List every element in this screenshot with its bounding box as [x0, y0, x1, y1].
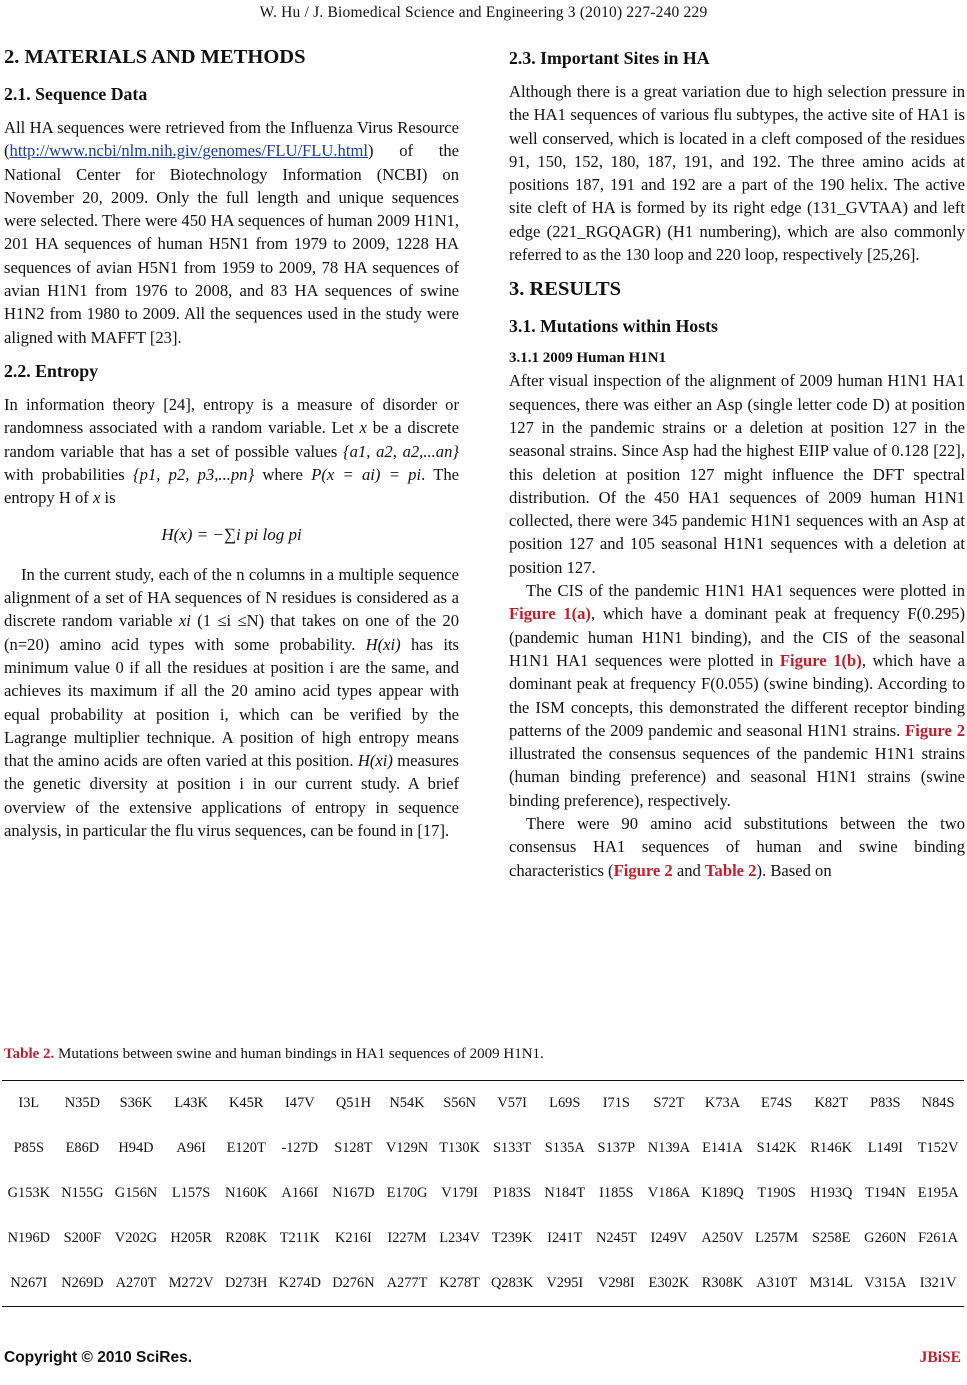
- text-run: where: [262, 464, 303, 484]
- mutation-cell: R308K: [701, 1275, 744, 1291]
- mutation-cell: V295I: [546, 1275, 584, 1291]
- section-3-1-1-paragraph-2: [509, 579, 965, 812]
- mutation-cell: E141A: [702, 1140, 743, 1156]
- mutation-cell: D276N: [332, 1275, 375, 1291]
- mutation-cell: T194N: [864, 1185, 906, 1201]
- text-run: has its minimum value 0 if all the residues at position i are the same, and achieves its maximum if all the 20 amino acid types appear with equal probability at position i, which can be verified by the Lagrange multiplier technique. A position of high entropy means that the amino acids are often varied at this position.: [4, 634, 460, 771]
- mutation-cell: N267I: [10, 1275, 48, 1291]
- mutation-cell: V315A: [864, 1275, 907, 1291]
- mutation-cell: Q283K: [490, 1275, 534, 1291]
- mutation-cell: I321V: [919, 1275, 957, 1291]
- mutation-cell: E195A: [917, 1185, 959, 1201]
- mutation-cell: G260N: [864, 1230, 907, 1246]
- mutation-cell: T190S: [757, 1185, 796, 1201]
- mutation-cell: I241T: [547, 1230, 583, 1246]
- text-run: In information theory [24], entropy is a measure of disorder or randomness associated with a random variable. Let: [4, 394, 459, 438]
- mutation-cell: G153K: [7, 1185, 50, 1201]
- text-run: measures the genetic diversity at position i in our current study. A brief overview of the extensive applications of entropy in sequence analysis, in particular the flu virus sequences, can be found in [17].: [4, 751, 459, 841]
- mutation-cell: N160K: [225, 1185, 268, 1201]
- mutation-cell: A310T: [756, 1275, 798, 1291]
- symbol-hxi: H(xi): [357, 751, 393, 771]
- table-row: [2, 1216, 964, 1261]
- mutation-cell: N35D: [64, 1095, 100, 1111]
- mutation-cell: S72T: [653, 1095, 685, 1111]
- mutation-cell: N54K: [389, 1095, 425, 1111]
- section-2-3-title: 2.3. Important Sites in HA: [509, 48, 710, 68]
- mutation-cell: N269D: [61, 1275, 104, 1291]
- text-run: and: [672, 860, 705, 880]
- mutation-cell: V298I: [597, 1275, 635, 1291]
- running-head: W. Hu / J. Biomedical Science and Engineering 3 (2010) 227-240 229: [259, 4, 708, 21]
- text-run: (1 ≤i ≤N) that takes on one of the 20 (n=20) amino acid types with some probability.: [4, 611, 460, 654]
- figure-1b-link[interactable]: Figure 1(b): [779, 650, 862, 670]
- mutation-cell: R208K: [225, 1230, 267, 1246]
- left-column: [4, 44, 459, 842]
- mutation-cell: L69S: [549, 1095, 581, 1111]
- mutation-cell: H94D: [118, 1140, 154, 1156]
- mutation-cell: K82T: [814, 1095, 849, 1111]
- mutation-cell: L149I: [867, 1140, 903, 1156]
- mutation-cell: I3L: [18, 1095, 40, 1111]
- mutation-cell: N155G: [61, 1185, 104, 1201]
- mutation-cell: R146K: [810, 1140, 853, 1156]
- journal-footer: JBiSE: [919, 1349, 961, 1366]
- figure-2-link[interactable]: Figure 2: [613, 860, 673, 880]
- mutation-cell: K189Q: [701, 1185, 744, 1201]
- text-run: is: [104, 488, 116, 508]
- mutation-cell: N84S: [921, 1095, 955, 1111]
- mutation-cell: P183S: [493, 1185, 531, 1201]
- copyright-footer: Copyright © 2010 SciRes.: [4, 1349, 193, 1366]
- table-caption: [4, 1046, 544, 1063]
- mutation-cell: I185S: [599, 1185, 634, 1201]
- mutation-cell: I71S: [602, 1095, 630, 1111]
- mutation-cell: T130K: [439, 1140, 480, 1156]
- mutation-cell: V186A: [647, 1185, 691, 1201]
- mutation-cell: F261A: [918, 1230, 959, 1246]
- mutation-cell: L234V: [439, 1230, 480, 1246]
- table-row: [2, 1261, 964, 1307]
- mutation-cell: S56N: [443, 1095, 476, 1111]
- mutation-cell: A166I: [281, 1185, 319, 1201]
- mutation-table-body: [2, 1081, 964, 1307]
- mutation-cell: H193Q: [810, 1185, 853, 1201]
- mutation-cell: I249V: [650, 1230, 688, 1246]
- text-run: All HA sequences were retrieved from the Influenza Virus Resource (: [4, 118, 459, 161]
- mutation-cell: G156N: [114, 1185, 158, 1201]
- mutation-cell: P85S: [13, 1140, 44, 1156]
- section-2-title: 2. MATERIALS AND METHODS: [4, 46, 306, 68]
- text-run: illustrated the consensus sequences of the pandemic H1N1 strains (human binding preference) and seasonal H1N1 strains (swine binding preference), respectively.: [509, 744, 965, 810]
- symbol-x: x: [359, 418, 367, 438]
- mutation-cell: T152V: [917, 1140, 959, 1156]
- mutation-cell: E120T: [226, 1140, 266, 1156]
- figure-2-link[interactable]: Figure 2: [905, 720, 966, 740]
- table-caption-text: Mutations between swine and human bindings in HA1 sequences of 2009 H1N1.: [54, 1046, 544, 1062]
- mutation-cell: M314L: [809, 1275, 853, 1291]
- symbol-xi: xi: [178, 611, 191, 631]
- ncbi-flu-link[interactable]: http://www.ncbi/nlm.nih.giv/genomes/FLU/FLU.html: [9, 141, 368, 161]
- table-label: Table 2.: [4, 1046, 55, 1062]
- mutation-cell: S137P: [597, 1140, 636, 1156]
- mutation-cell: S142K: [756, 1140, 797, 1156]
- section-3-1-1-title: 3.1.1 2009 Human H1N1: [509, 350, 667, 367]
- mutation-cell: N196D: [7, 1230, 50, 1246]
- section-2-3-paragraph: Although there is a great variation due to high selection pressure in the HA1 sequences of various flu subtypes, the active site of HA1 is well conserved, which is located in a cleft composed of the residues 91, 150, 152, 180, 187, 191, and 192. The three amino acids at positions 187, 191 and 192 are a part of the 190 helix. The active site cleft of HA is formed by its right edge (131_GVTAA) and left edge (221_RGQAGR) (H1 numbering), which are also commonly referred to as the 130 loop and 220 loop, respectively [25,26].: [509, 82, 965, 265]
- mutation-cell: I227M: [387, 1230, 427, 1246]
- mutation-cell: A250V: [701, 1230, 744, 1246]
- section-3-1-1-paragraph-1: After visual inspection of the alignment of 2009 human H1N1 HA1 sequences, there was either an Asp (single letter code D) at position 127 in the pandemic strains or a deletion at position 127 in the seasonal strains. Since Asp had the highest EIIP value of 0.128 [22], this deletion at position 127 might influence the DFT spectral distribution. Of the 450 HA1 sequences of 2009 human H1N1 collected, there were 345 pandemic H1N1 sequences with an Asp at position 127 and 105 seasonal H1N1 sequences with a deletion at position 127.: [509, 371, 965, 577]
- table-row: [2, 1126, 964, 1171]
- mutation-cell: N245T: [595, 1230, 637, 1246]
- mutation-cell: K216I: [335, 1230, 372, 1246]
- mutation-cell: L43K: [174, 1095, 208, 1111]
- text-run: ) of the National Center for Biotechnology Information (NCBI) on November 20, 2009. Only the full length and unique sequences were selected. There were 450 HA sequences of human 2009 H1N1, 201 HA sequences of human H5N1 from 1979 to 2009, 1228 HA sequences of avian H5N1 from 1959 to 2009, 78 HA sequences of avian H1N1 from 1976 to 2008, and 83 HA sequences of swine H1N2 from 1980 to 2009. All the sequences used in the study were aligned with MAFFT [23].: [4, 141, 459, 347]
- mutation-cell: H205R: [170, 1230, 212, 1246]
- mutation-cell: V129N: [385, 1140, 429, 1156]
- text-run: . The entropy H of: [4, 464, 459, 508]
- section-2-1-paragraph: [4, 116, 459, 349]
- value-set: {a1, a2, a2,...an}: [343, 441, 460, 461]
- mutation-cell: V57I: [497, 1095, 527, 1111]
- section-2-2-paragraph-2: [4, 563, 459, 843]
- mutation-cell: K73A: [704, 1095, 741, 1111]
- text-run: , which have a dominant peak at frequency F(0.055) (swine binding). According to the ISM concepts, this demonstrated the different receptor binding patterns of the 2009 pandemic and seasonal H1N1 strains.: [509, 650, 965, 740]
- mutation-cell: S36K: [119, 1095, 153, 1111]
- mutation-cell: S133T: [492, 1140, 532, 1156]
- probability-set: {p1, p2, p3,...pn}: [133, 464, 255, 484]
- text-run: There were 90 amino acid substitutions between the two consensus HA1 sequences of human and swine binding characteristics (: [509, 814, 965, 880]
- entropy-formula: H(x) = −∑i pi log pi: [161, 525, 302, 545]
- mutation-cell: K45R: [229, 1095, 264, 1111]
- probability-definition: P(x = ai) = pi: [311, 464, 422, 484]
- mutation-cell: E170G: [386, 1185, 428, 1201]
- mutation-cell: -127D: [281, 1140, 319, 1156]
- mutation-cell: E302K: [648, 1275, 690, 1291]
- mutation-cell: N167D: [332, 1185, 375, 1201]
- mutation-cell: T211K: [279, 1230, 320, 1246]
- mutation-cell: E86D: [65, 1140, 100, 1156]
- right-column: [509, 46, 965, 882]
- mutation-cell: V202G: [114, 1230, 158, 1246]
- symbol-hxi: H(xi): [365, 634, 401, 654]
- mutation-cell: D273H: [225, 1275, 268, 1291]
- mutation-cell: K274D: [278, 1275, 321, 1291]
- mutation-cell: M272V: [168, 1275, 214, 1291]
- text-run: The CIS of the pandemic H1N1 HA1 sequences were plotted in: [526, 581, 965, 601]
- text-run: with probabilities: [4, 464, 125, 484]
- mutation-cell: S200F: [63, 1230, 102, 1246]
- table-row: [2, 1171, 964, 1216]
- text-run: ). Based on: [756, 860, 832, 880]
- mutation-cell: P83S: [870, 1095, 901, 1111]
- section-2-2-title: 2.2. Entropy: [4, 360, 99, 381]
- mutation-table: [2, 1080, 964, 1307]
- table-row: [2, 1081, 964, 1127]
- mutation-cell: K278T: [439, 1275, 480, 1291]
- mutation-cell: E74S: [761, 1095, 793, 1111]
- mutation-cell: V179I: [441, 1185, 478, 1201]
- text-run: be a discrete random variable that has a set of possible values: [4, 418, 459, 461]
- mutation-cell: N184T: [544, 1185, 586, 1201]
- section-3-1-1-paragraph-3: [509, 812, 965, 882]
- mutation-cell: A96I: [176, 1140, 206, 1156]
- mutation-cell: A270T: [115, 1275, 157, 1291]
- mutation-cell: T239K: [491, 1230, 533, 1246]
- mutation-cell: L257M: [755, 1230, 799, 1246]
- symbol-x: x: [92, 488, 101, 508]
- section-3-1-title: 3.1. Mutations within Hosts: [509, 316, 718, 337]
- section-3-title: 3. RESULTS: [509, 278, 622, 301]
- text-run: , which have a dominant peak at frequency F(0.295) (pandemic human H1N1 binding), and the CIS of the seasonal H1N1 HA1 sequences were plotted in: [509, 604, 966, 670]
- mutation-cell: Q51H: [335, 1095, 371, 1111]
- section-2-1-title: 2.1. Sequence Data: [4, 84, 148, 104]
- mutation-cell: I47V: [285, 1095, 315, 1111]
- mutation-cell: S128T: [334, 1140, 373, 1156]
- mutation-cell: L157S: [171, 1185, 211, 1201]
- table-2-link[interactable]: Table 2: [705, 860, 757, 880]
- mutation-cell: S135A: [544, 1140, 585, 1156]
- figure-1a-link[interactable]: Figure 1(a): [509, 604, 591, 624]
- text-run: In the current study, each of the n columns in a multiple sequence alignment of a set of HA sequences of N residues is considered as a discrete random variable: [4, 564, 459, 631]
- mutation-cell: N139A: [647, 1140, 691, 1156]
- section-2-2-paragraph-1: [4, 393, 459, 509]
- mutation-cell: S258E: [812, 1230, 851, 1246]
- mutation-cell: A277T: [386, 1275, 428, 1291]
